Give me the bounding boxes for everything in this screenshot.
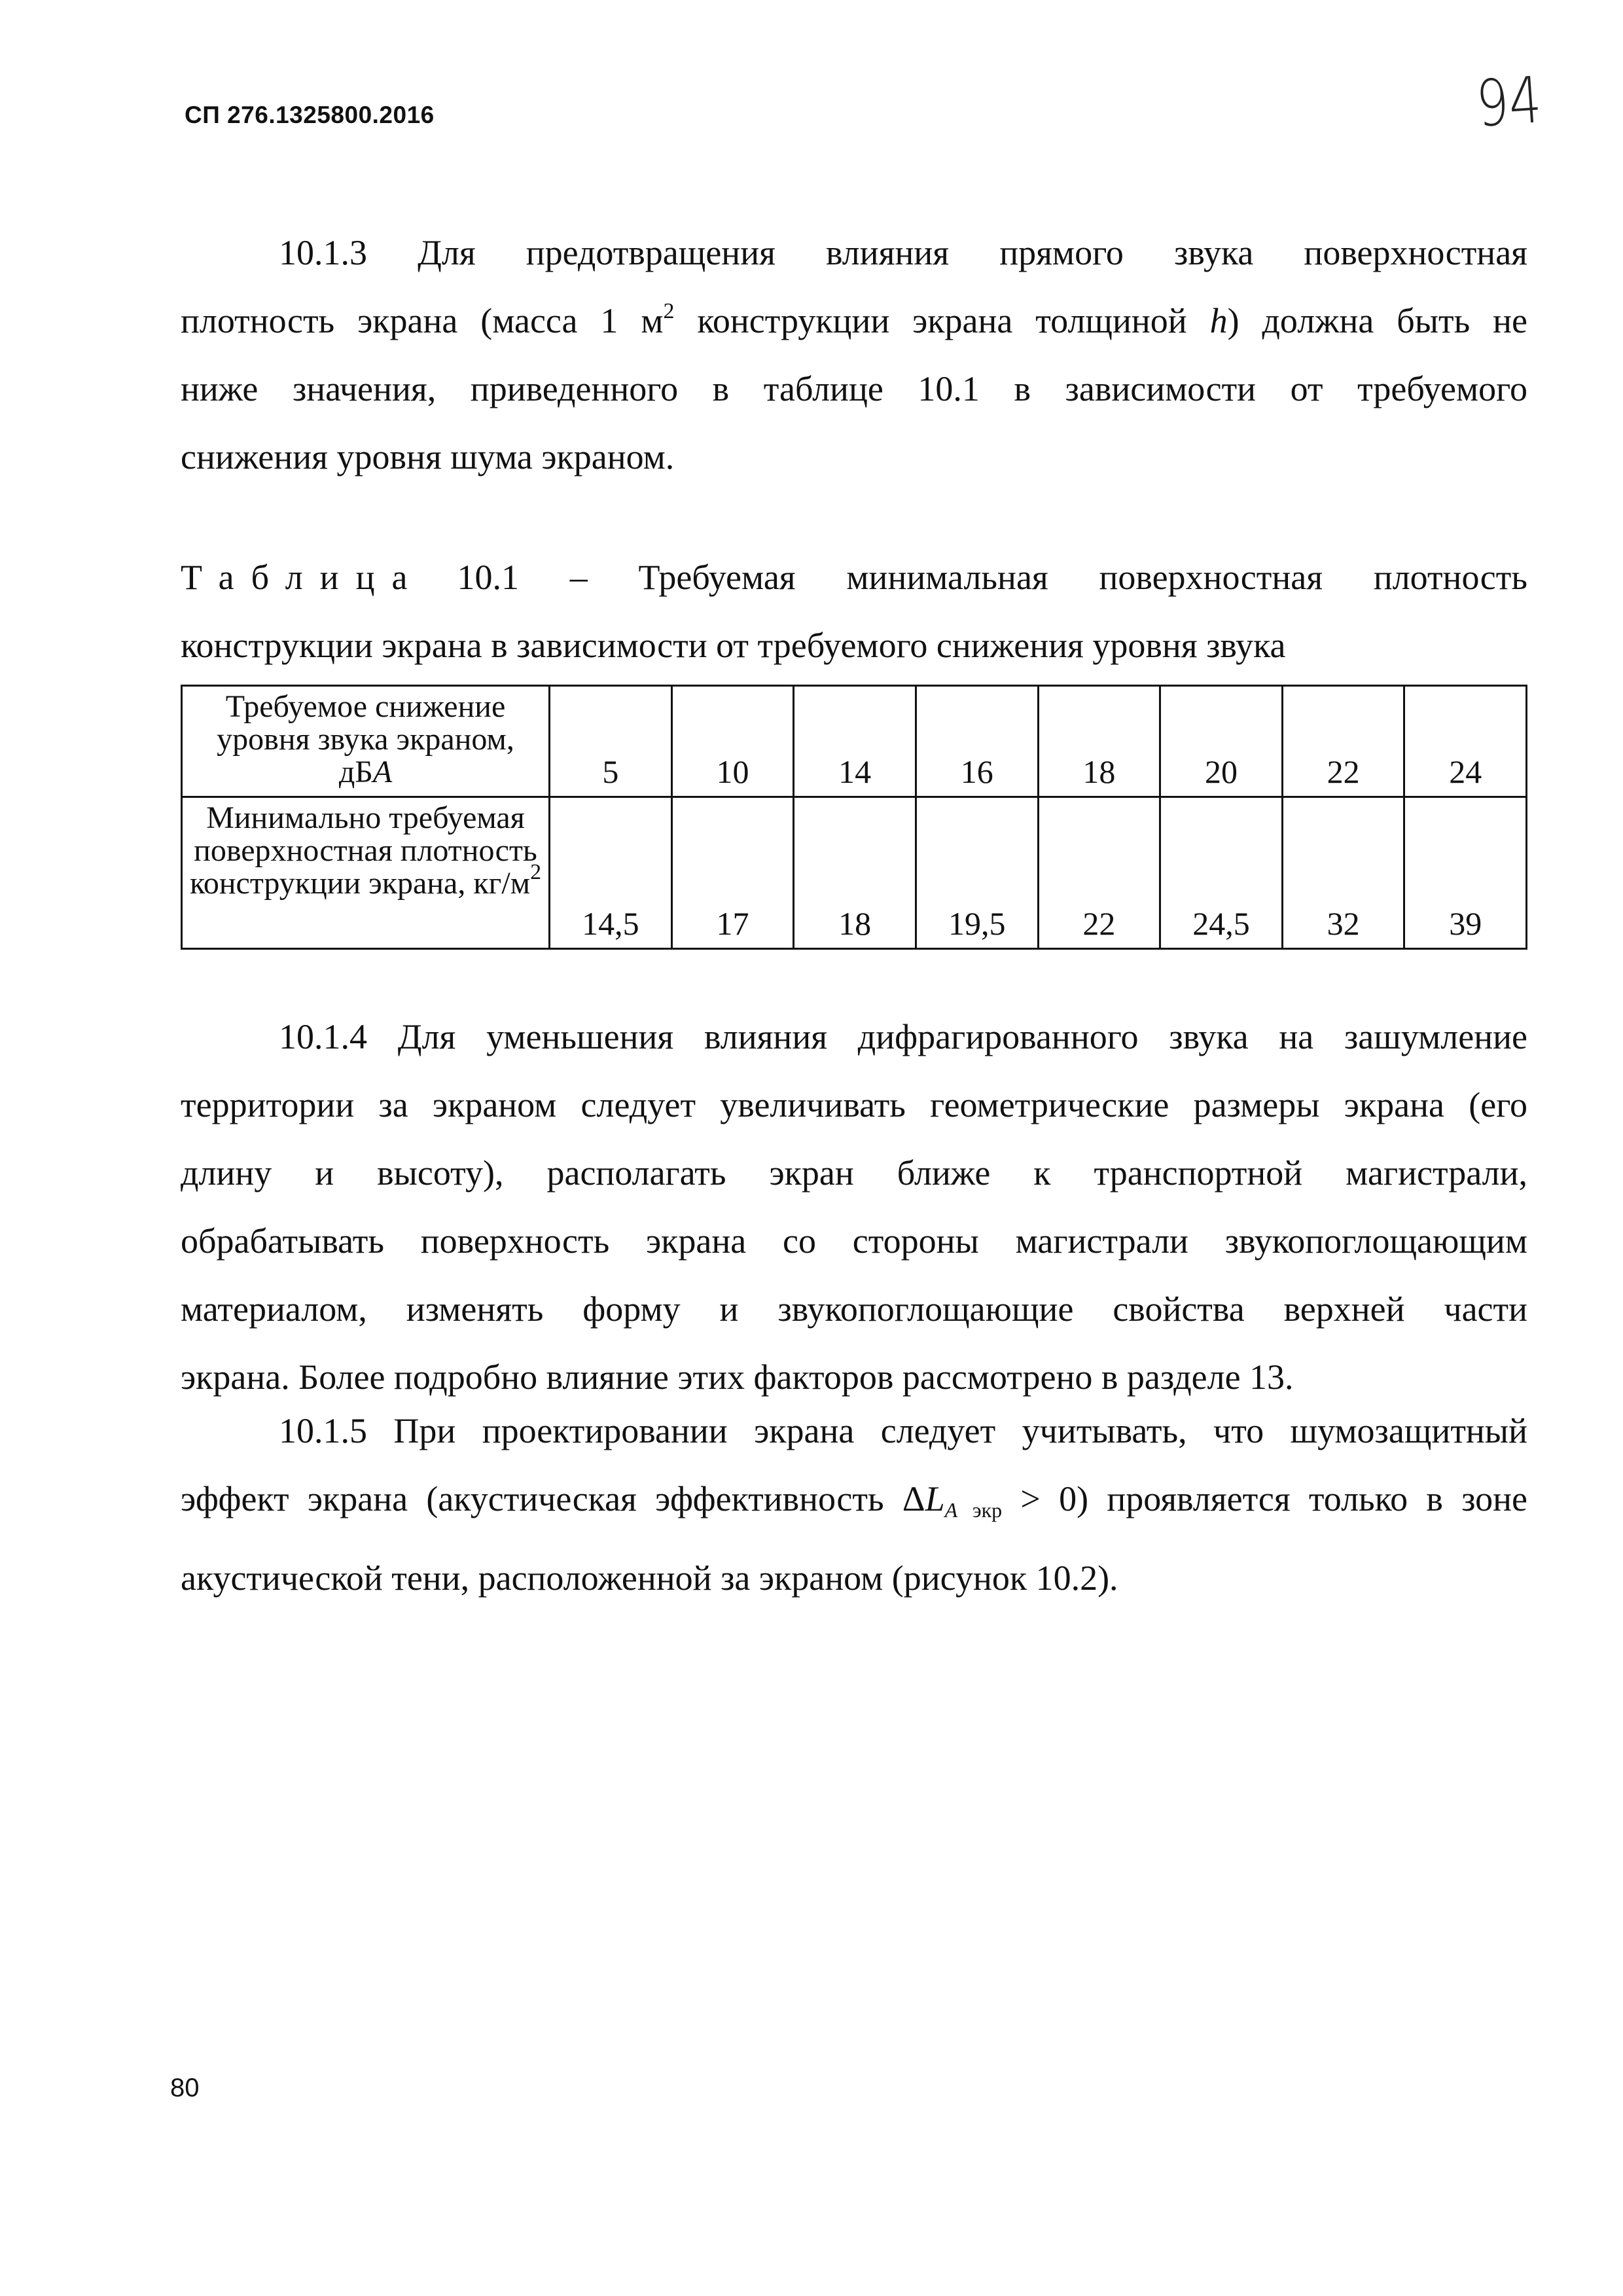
table-cell: 24,5 <box>1160 797 1283 949</box>
table-cell: 19,5 <box>916 797 1038 949</box>
table-10-1 <box>181 685 1527 950</box>
table-cell: 18 <box>1038 686 1160 797</box>
para-line: ниже значения, приведенного в таблице 10.1 в зависимости от требуемого <box>181 369 1527 408</box>
para-line: снижения уровня шума экраном. <box>181 437 675 476</box>
table-cell: 16 <box>916 686 1038 797</box>
para-line: 10.1.3 Для предотвращения влияния прямого звука поверхностная <box>279 233 1527 272</box>
table-row <box>182 686 1527 797</box>
row-header-required-reduction: Требуемое снижение уровня звука экраном, дБА <box>182 686 550 797</box>
paragraph-10-1-4 <box>181 1003 1527 1411</box>
table-row <box>182 797 1527 949</box>
table-cell: 10 <box>671 686 794 797</box>
table-cell: 17 <box>671 797 794 949</box>
table-cell: 22 <box>1282 686 1404 797</box>
para-line: материалом, изменять форму и звукопоглощающие свойства верхней части <box>181 1289 1527 1329</box>
table-cell: 14,5 <box>550 797 672 949</box>
table-cell: 24 <box>1404 686 1527 797</box>
table-cell: 18 <box>794 797 916 949</box>
para-line: акустической тени, расположенной за экраном (рисунок 10.2). <box>181 1558 1118 1598</box>
para-line: экрана. Более подробно влияние этих факторов рассмотрено в разделе 13. <box>181 1357 1294 1397</box>
handwritten-page-number: 94 <box>1474 63 1544 142</box>
caption-line: конструкции экрана в зависимости от требуемого снижения уровня звука <box>181 626 1286 665</box>
para-line: плотность экрана (масса 1 $м^2$ конструкции экрана толщиной h) должна быть не <box>181 299 1527 340</box>
row-header-min-density: Минимально требуемая поверхностная плотность конструкции экрана, $кг/м^2$ <box>182 797 550 949</box>
para-line: территории за экраном следует увеличивать геометрические размеры экрана (его <box>181 1085 1527 1124</box>
table-cell: 32 <box>1282 797 1404 949</box>
paragraph-10-1-5 <box>181 1397 1527 1612</box>
para-line: длину и высоту), располагать экран ближе к транспортной магистрали, <box>181 1153 1527 1193</box>
para-line: 10.1.4 Для уменьшения влияния дифрагированного звука на зашумление <box>279 1017 1527 1056</box>
table-caption <box>181 543 1527 679</box>
caption-line: Таблица 10.1 – Требуемая минимальная поверхностная плотность <box>181 558 1527 597</box>
table-cell: 22 <box>1038 797 1160 949</box>
para-line: 10.1.5 При проектировании экрана следует учитывать, что шумозащитный <box>279 1411 1527 1450</box>
table-cell: 20 <box>1160 686 1283 797</box>
paragraph-10-1-3 <box>181 219 1527 491</box>
table-cell: 5 <box>550 686 672 797</box>
para-line: эффект экрана (акустическая эффективность $\Delta L_{A экр} > 0$) проявляется только в зоне <box>181 1479 1528 1522</box>
document-code: СП 276.1325800.2016 <box>185 101 435 128</box>
table-cell: 14 <box>794 686 916 797</box>
table-cell: 39 <box>1404 797 1527 949</box>
para-line: обрабатывать поверхность экрана со стороны магистрали звукопоглощающим <box>181 1221 1527 1261</box>
page-number: 80 <box>170 2073 200 2102</box>
